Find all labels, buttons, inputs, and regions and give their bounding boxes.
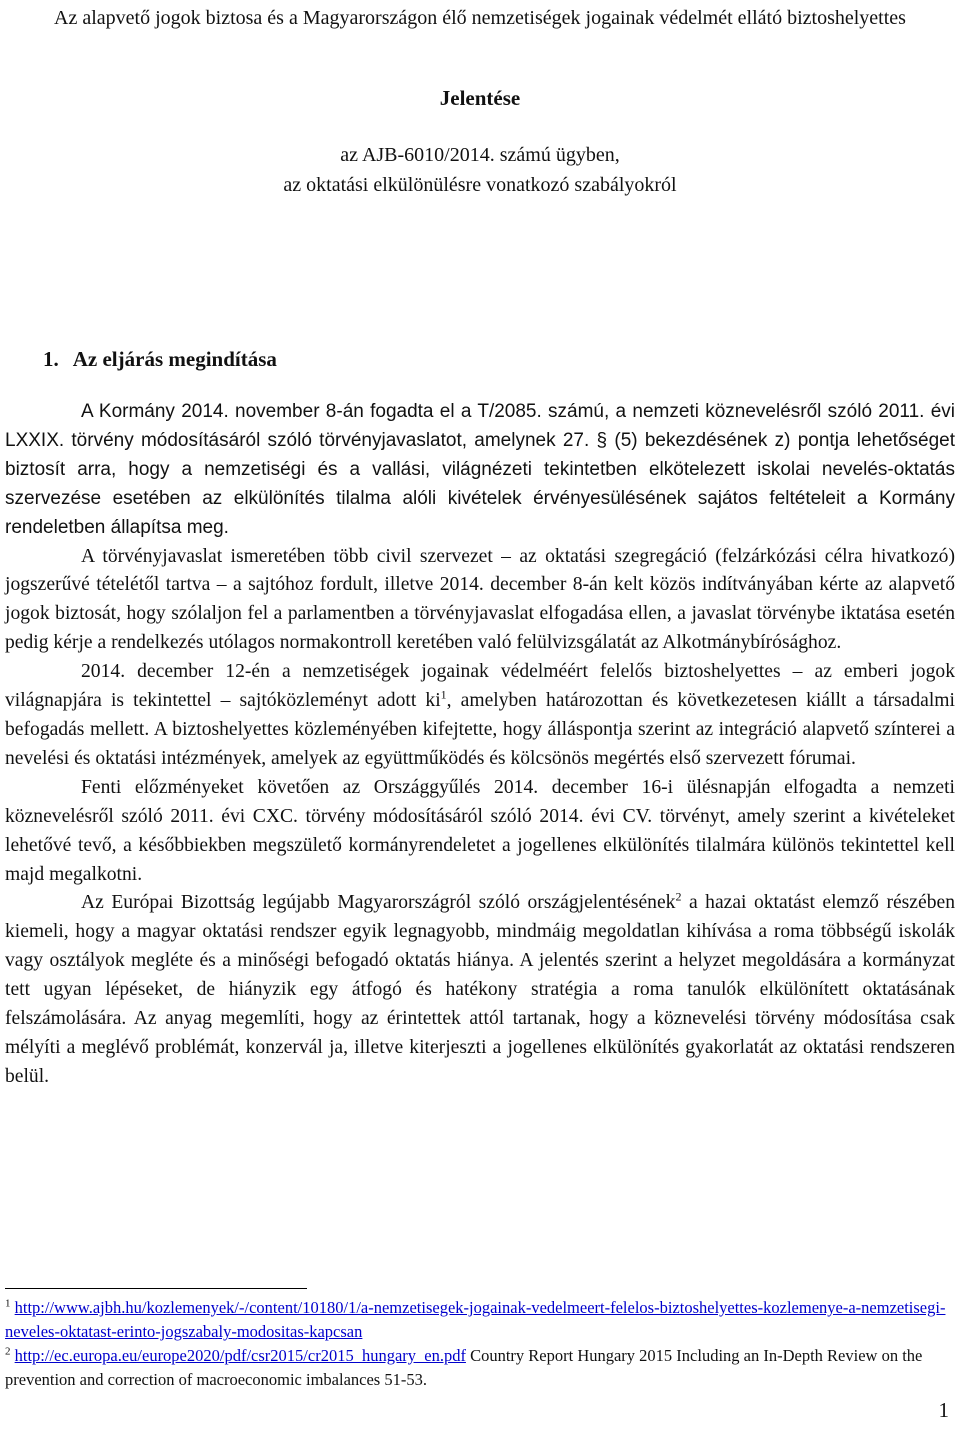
paragraph-5-text-a: Az Európai Bizottság legújabb Magyarországról szóló országjelentésének <box>81 892 676 914</box>
paragraph-2: A törvényjavaslat ismeretében több civil szervezet – az oktatási szegregáció (felzárkózási célra hivatkozó) jogszerűvé tételétől tartva – a sajtóhoz fordult, illetve 2014. december 8-án kelt közös indítványában kérte az alapvető jogok biztosát, hogy szólaljon fel a parlamentben a törvényjavaslat elfogadása ellen, a javaslat törvénybe iktatása esetén pedig kérje a rendelkezés utólagos normakontroll keretében való felülvizsgálatát az Alkotmánybírósághoz. <box>5 545 955 654</box>
topic-line: az oktatási elkülönülésre vonatkozó szabályokról <box>283 174 677 196</box>
paragraph-1: A Kormány 2014. november 8-án fogadta el a T/2085. számú, a nemzeti köznevelésről szóló 2011. évi LXXIX. törvény módosításáról szóló törvényjavaslatot, amelynek 27. § (5) bekezdésének z) pontja lehetőséget biztosít arra, hogy a nemzetiségi és a vallási, világnézeti tekintetben elkötelezett iskolai nevelés-oktatás szervezése esetében az elkülönítés tilalma alóli kivételek érvényesülésének sajátos feltételeit a Kormány rendeletben állapítsa meg. <box>5 401 955 538</box>
institution-title: Az alapvető jogok biztosa és a Magyarországon élő nemzetiségek jogainak védelmét ellátó biztoshelyettes <box>54 7 906 29</box>
footnote-ref-1[interactable]: 1 <box>440 687 447 702</box>
footnote-divider <box>5 1288 307 1289</box>
footnote-1-link[interactable]: http://www.ajbh.hu/kozlemenyek/-/content/10180/1/a-nemzetisegek-jogainak-vedelmeert-felelos-biztoshelyettes-kozlemenye-a-nemzetisegi-neveles-oktatast-erinto-jogszabaly-modositas-kapcsan <box>5 1298 946 1341</box>
paragraph-3-text-b: , amelyben határozottan és következetesen kiállt a társadalmi befogadás mellett. A biztoshelyettes közleményében kifejtette, hogy álláspontja szerint az integráció alapvető színterei a nevelési és oktatási intézmények, amelyek az együttműködés és kölcsönös megértés első szervezett fórumai. <box>5 690 955 769</box>
footnote-2-link[interactable]: http://ec.europa.eu/europe2020/pdf/csr2015/cr2015_hungary_en.pdf <box>14 1346 466 1365</box>
paragraph-3-text-a: 2014. december 12-én a nemzetiségek jogainak védelméért felelős biztoshelyettes – az emberi jogok világnapjára is tekintettel – sajtóközleményt adott ki <box>5 661 955 712</box>
report-title: Jelentése <box>439 86 521 110</box>
section-number: 1. <box>43 347 59 371</box>
footnote-1-mark: 1 <box>5 1297 11 1310</box>
page-number: 1 <box>938 1398 949 1422</box>
footnote-2 <box>5 1344 955 1392</box>
section-title: Az eljárás megindítása <box>72 347 277 371</box>
body-text <box>5 398 955 1092</box>
footnote-1 <box>5 1296 955 1344</box>
paragraph-5-text-b: a hazai oktatást elemző részében kiemeli, hogy a magyar oktatási rendszer egyik legnagyobb, mindmáig megoldatlan kihívása a roma többségű iskolák vagy osztályok megléte és a minőségi befogadó oktatás hiánya. A jelentés szerint a helyzet megoldására a kormányzat tett ugyan lépéseket, de hiányzik egy átfogó és hatékony stratégia a roma tanulók elkülönített oktatásának felszámolására. Az anyag megemlíti, hogy az érintettek attól tartanak, hogy a köznevelési törvény módosítása csak mélyíti a meglévő problémát, konzervál ja, illetve kiterjeszti a jogellenes elkülönítés gyakorlatát az oktatási rendszeren belül. <box>5 892 955 1087</box>
paragraph-5 <box>5 889 955 1091</box>
section-heading <box>43 344 277 374</box>
paragraph-3 <box>5 658 955 774</box>
footnote-ref-2[interactable]: 2 <box>675 889 682 904</box>
footnote-2-text: Country Report Hungary 2015 Including an In-Depth Review on the prevention and correction of macroeconomic imbalances 51-53. <box>5 1346 923 1389</box>
paragraph-4: Fenti előzményeket követően az Országgyűlés 2014. december 16-i ülésnapján elfogadta a nemzeti köznevelésről szóló 2011. évi CXC. törvény módosításáról szóló 2014. évi CV. törvényt, amely szerint a kivételeket lehetővé tevő, a későbbiekben megszülető kormányrendeletet a jogellenes elkülönítés tilalmára különös tekintettel kell majd megalkotni. <box>5 776 955 885</box>
footnotes <box>5 1296 955 1392</box>
case-number-line: az AJB-6010/2014. számú ügyben, <box>340 144 620 166</box>
report-subject <box>5 140 955 200</box>
footnote-2-mark: 2 <box>5 1345 11 1358</box>
